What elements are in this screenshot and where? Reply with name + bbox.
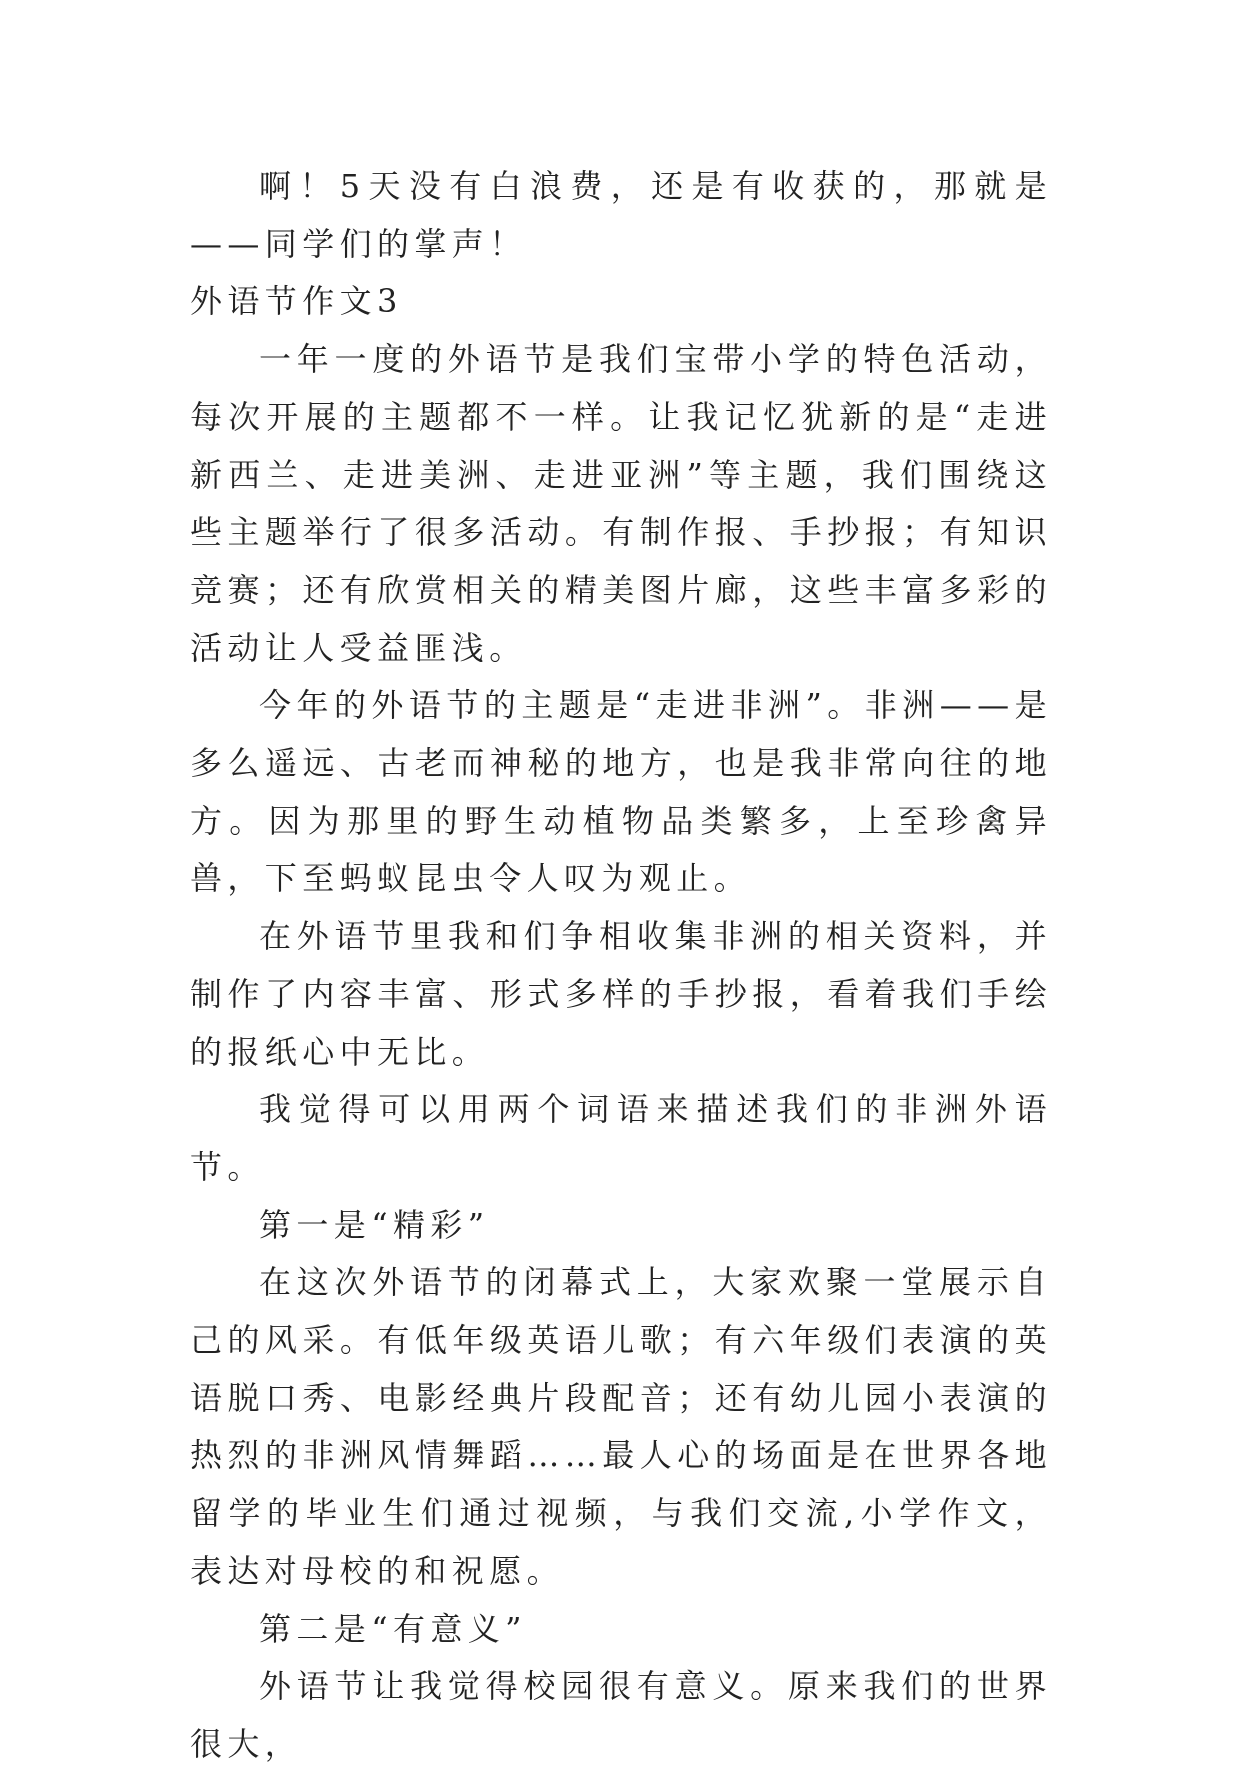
section-heading: 外语节作文3 [190,282,403,321]
paragraph: 在外语节里我和们争相收集非洲的相关资料，并制作了内容丰富、形式多样的手抄报，看着我们手绘的报纸心中无比。 [190,917,1052,1071]
paragraph: 啊！5天没有白浪费，还是有收获的，那就是——同学们的掌声！ [190,167,1052,263]
paragraph: 我觉得可以用两个词语来描述我们的非洲外语节。 [190,1090,1052,1186]
paragraph: 在这次外语节的闭幕式上，大家欢聚一堂展示自己的风采。有低年级英语儿歌；有六年级们表演的英语脱口秀、电影经典片段配音；还有幼儿园小表演的热烈的非洲风情舞蹈……最人心的场面是在世界各地留学的毕业生们通过视频，与我们交流,小学作文，表达对母校的和祝愿。 [190,1263,1052,1590]
paragraph: 一年一度的外语节是我们宝带小学的特色活动，每次开展的主题都不一样。让我记忆犹新的是“走进新西兰、走进美洲、走进亚洲”等主题，我们围绕这些主题举行了很多活动。有制作报、手抄报；有知识竞赛；还有欣赏相关的精美图片廊，这些丰富多彩的活动让人受益匪浅。 [190,340,1052,667]
paragraph: 第二是“有意义” [259,1609,527,1648]
document-body [190,158,1052,1774]
paragraph: 今年的外语节的主题是“走进非洲”。非洲——是多么遥远、古老而神秘的地方，也是我非常向往的地方。因为那里的野生动植物品类繁多，上至珍禽异兽，下至蚂蚁昆虫令人叹为观止。 [190,686,1052,898]
paragraph: 外语节让我觉得校园很有意义。原来我们的世界很大， [190,1667,1052,1763]
paragraph: 第一是“精彩” [259,1205,490,1244]
